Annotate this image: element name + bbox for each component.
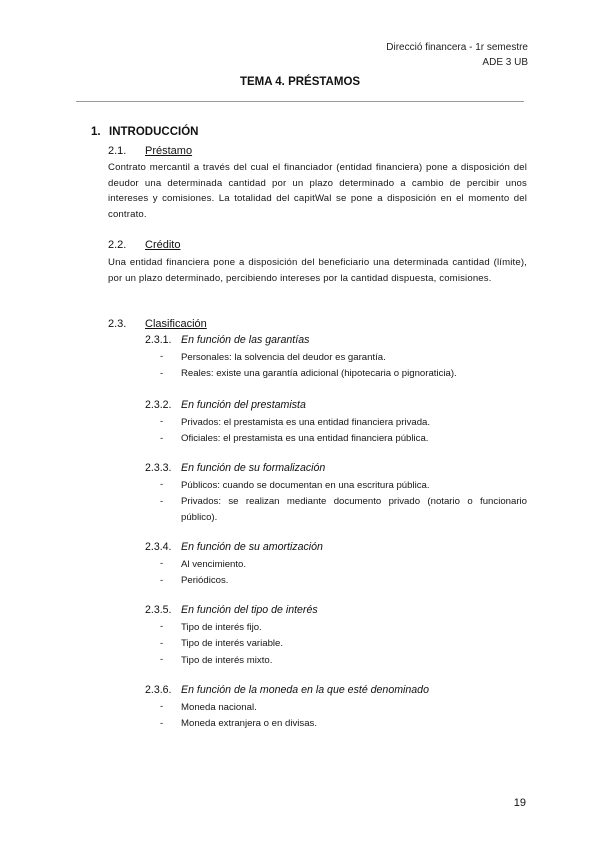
bullet-dash: - [160, 654, 164, 665]
classification-list-formalizacion [160, 477, 527, 525]
classification-heading-garantias [145, 334, 309, 346]
classification-heading-formalizacion [145, 462, 325, 474]
header-course: Direcció financera - 1r semestre [386, 42, 528, 53]
classification-heading-moneda [145, 684, 429, 696]
section-title: INTRODUCCIÓN [109, 126, 199, 138]
header-group: ADE 3 UB [482, 57, 528, 68]
subsection-title: Préstamo [145, 145, 193, 157]
section-number: 1. [91, 126, 101, 138]
classification-list-moneda [160, 699, 527, 732]
classification-number: 2.3.4. [145, 541, 172, 553]
section-heading [91, 126, 198, 138]
list-item-text: Privados: se realizan mediante documento privado (notario o funcionario público). [181, 496, 527, 523]
bullet-dash: - [160, 432, 164, 444]
list-item-text: Tipo de interés variable. [181, 638, 284, 649]
list-item [160, 619, 527, 636]
classification-heading-amortizacion [145, 541, 323, 553]
bullet-dash: - [160, 367, 164, 379]
bullet-dash: - [160, 637, 164, 649]
classification-title: En función de su amortización [181, 541, 323, 553]
list-item [160, 652, 527, 669]
list-item-text: Oficiales: el prestamista es una entidad financiera pública. [181, 433, 429, 444]
list-item-text: Reales: existe una garantía adicional (hipotecaria o pignoraticia). [181, 368, 457, 379]
subsection-title: Crédito [145, 239, 181, 251]
bullet-dash: - [160, 479, 164, 490]
list-item-text: Personales: la solvencia del deudor es garantía. [181, 351, 386, 363]
classification-title: En función del prestamista [181, 399, 306, 411]
subsection-heading-clasificacion [108, 318, 207, 330]
classification-number: 2.3.6. [145, 684, 172, 696]
bullet-dash: - [160, 558, 164, 569]
list-item [160, 349, 527, 366]
list-item-text: Tipo de interés fijo. [181, 621, 262, 633]
list-item-text: Públicos: cuando se documentan en una escritura pública. [181, 479, 430, 491]
classification-heading-tipo-interes [145, 604, 318, 616]
classification-number: 2.3.1. [145, 334, 172, 346]
subsection-number: 2.1. [108, 145, 127, 157]
classification-number: 2.3.2. [145, 399, 172, 411]
list-item [160, 477, 527, 494]
page-number: 19 [513, 797, 526, 809]
document-title: TEMA 4. PRÉSTAMOS [239, 76, 361, 88]
classification-list-tipo-interes [160, 619, 527, 669]
list-item [160, 636, 527, 653]
list-item-text: Al vencimiento. [181, 558, 247, 570]
list-item-text: Moneda extranjera o en divisas. [181, 718, 317, 729]
subsection-number: 2.2. [108, 239, 127, 251]
list-item [160, 414, 527, 431]
bullet-dash: - [160, 574, 164, 586]
list-item [160, 366, 527, 383]
classification-heading-prestamista [145, 399, 306, 411]
bullet-dash: - [160, 701, 164, 712]
list-item-text: Periódicos. [181, 575, 229, 586]
classification-title: En función del tipo de interés [181, 604, 318, 616]
classification-number: 2.3.5. [145, 604, 172, 616]
subsection-number: 2.3. [108, 318, 127, 330]
classification-number: 2.3.3. [145, 462, 172, 474]
paragraph-prestamo: Contrato mercantil a través del cual el financiador (entidad financiera) pone a disposición del deudor una determinada cantidad por un plazo determinado a cambio de percibir unos intereses y comisiones. La totalidad del capitWal se pone a disposición en el momento del contrato. [108, 162, 527, 220]
list-item [160, 494, 527, 526]
subsection-heading-prestamo [108, 145, 192, 157]
classification-list-amortizacion [160, 556, 527, 589]
bullet-dash: - [160, 351, 164, 362]
list-item-text: Moneda nacional. [181, 701, 257, 713]
bullet-dash: - [160, 416, 164, 427]
classification-list-prestamista [160, 414, 527, 447]
list-item [160, 573, 527, 590]
running-header [386, 40, 528, 70]
paragraph-credito: Una entidad financiera pone a disposición del beneficiario una determinada cantidad (límite), por un plazo determinado, percibiendo intereses por la cantidad dispuesta, comisiones. [108, 257, 527, 284]
bullet-dash: - [160, 717, 164, 729]
list-item [160, 716, 527, 733]
classification-list-garantias [160, 349, 527, 382]
bullet-dash: - [160, 495, 164, 507]
classification-title: En función de su formalización [181, 462, 326, 474]
subsection-heading-credito [108, 239, 180, 251]
list-item [160, 556, 527, 573]
title-divider [76, 101, 524, 102]
classification-title: En función de la moneda en la que esté denominado [181, 684, 429, 696]
list-item [160, 699, 527, 716]
list-item-text: Tipo de interés mixto. [181, 654, 273, 666]
list-item [160, 431, 527, 448]
subsection-title: Clasificación [145, 318, 207, 330]
list-item-text: Privados: el prestamista es una entidad financiera privada. [181, 416, 431, 428]
bullet-dash: - [160, 621, 164, 632]
classification-title: En función de las garantías [181, 334, 310, 346]
